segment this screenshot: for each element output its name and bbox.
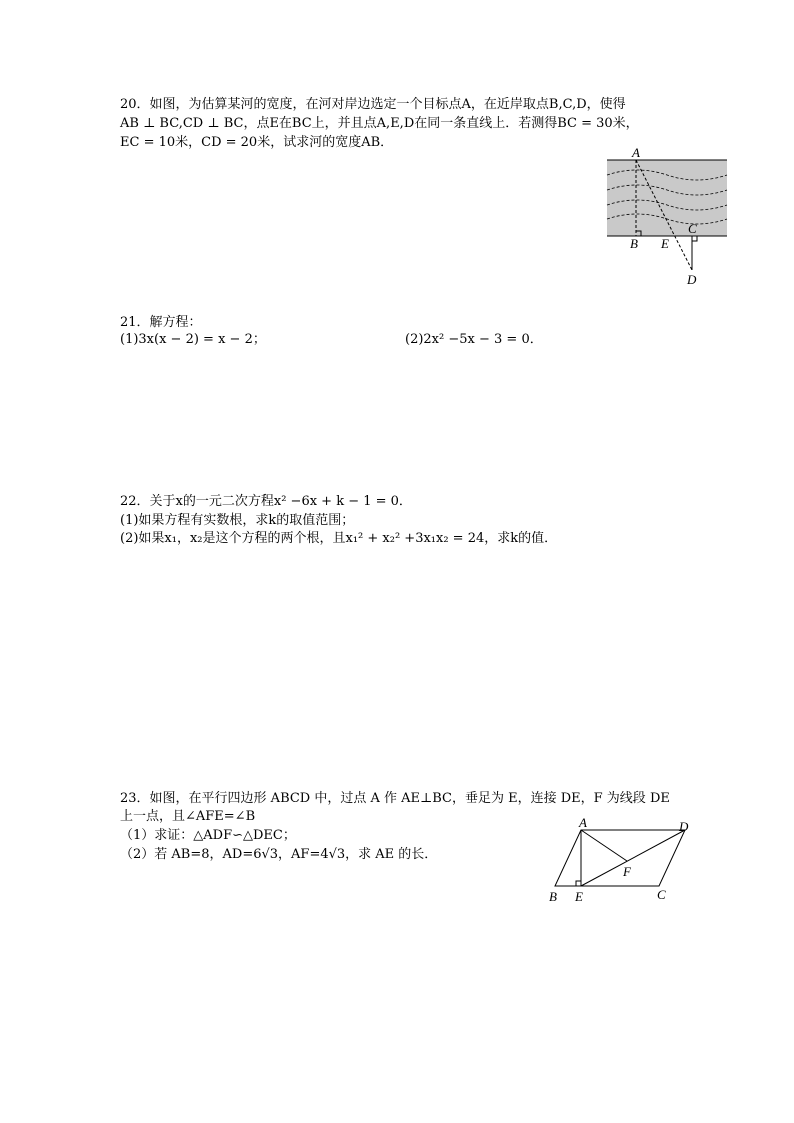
right-angle-E [576,881,581,886]
river-figure [600,145,735,290]
q21-part1: (1)3x(x − 2) = x − 2； [120,332,266,347]
label-F: F [623,864,631,879]
q22-part1: (1)如果方程有实数根，求k的取值范围； [120,513,355,528]
q20-line2: AB ⊥ BC,CD ⊥ BC，点E在BC上，并且点A,E,D在同一条直线上．若测得BC = 30米， [120,116,639,131]
q20-line1: 20．如图，为估算某河的宽度，在河对岸边选定一个目标点A，在近岸取点B,C,D，使得 [120,97,626,112]
label-C: C [688,221,697,236]
q21-title: 21．解方程： [120,315,202,330]
label-E: E [661,236,669,251]
q23-line2: 上一点，且∠AFE=∠B [120,809,256,824]
label-B: B [549,889,557,904]
segment-DE [581,830,685,886]
label-C: C [657,887,666,902]
q23-part1: （1）求证：△ADF∽△DEC； [120,828,296,843]
q22-part2: (2)如果x₁，x₂是这个方程的两个根，且x₁² + x₂² +3x₁x₂ = 24，求k的值． [120,531,558,546]
q21-part2: (2)2x² −5x − 3 = 0． [405,332,543,347]
parallelogram-ABCD [555,830,685,886]
label-A: A [579,818,587,830]
label-B: B [630,236,638,251]
label-E: E [575,889,583,904]
label-D: D [679,819,689,834]
label-D: D [687,272,697,287]
label-A: A [632,145,640,160]
q23-line1: 23．如图，在平行四边形 ABCD 中，过点 A 作 AE⊥BC，垂足为 E，连接 DE，F 为线段 DE [120,791,670,806]
q20-line3: EC = 10米，CD = 20米，试求河的宽度AB． [120,135,394,150]
river-area [607,160,727,236]
q22-title: 22．关于x的一元二次方程x² −6x + k − 1 = 0． [120,494,412,509]
q23-part2: （2）若 AB=8，AD=6√3，AF=4√3，求 AE 的长． [120,847,438,862]
right-angle-C [692,236,697,241]
segment-AF [581,830,627,861]
parallelogram-figure [545,818,705,908]
